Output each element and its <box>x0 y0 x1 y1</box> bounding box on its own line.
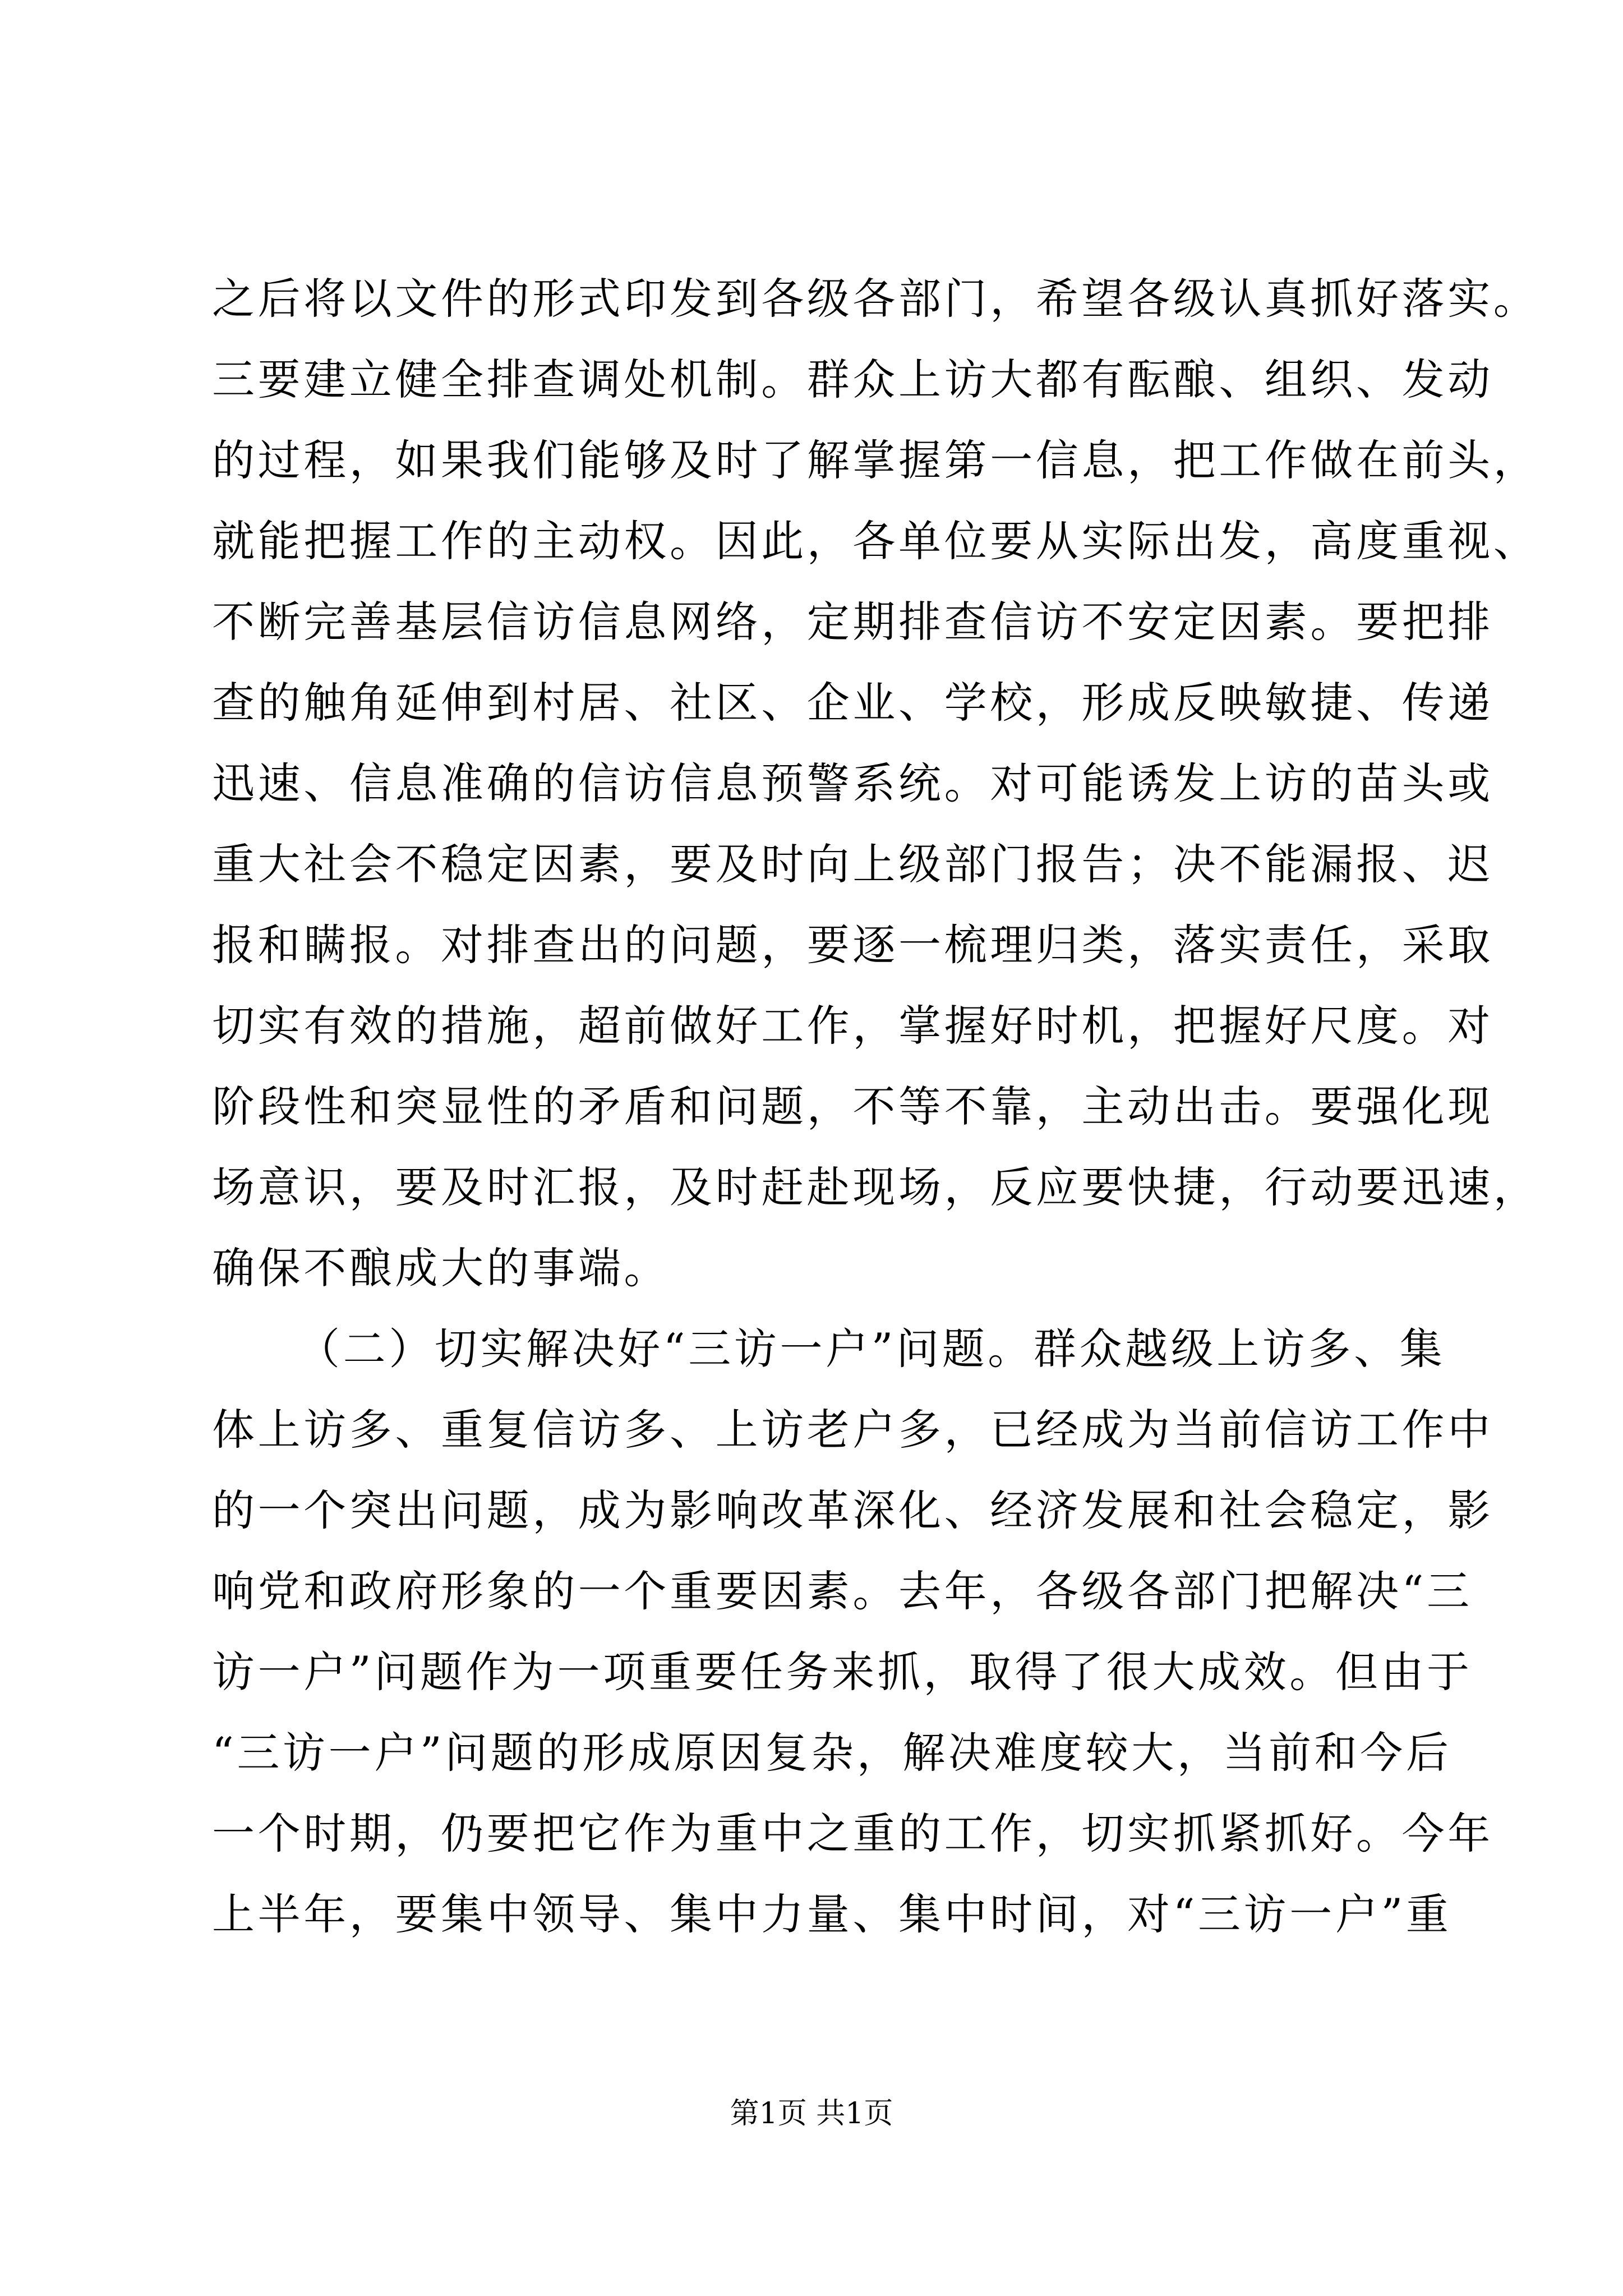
body-line: 场意识，要及时汇报，及时赶赴现场，反应要快捷，行动要迅速， <box>212 1162 1539 1212</box>
body-line: 不断完善基层信访信息网络，定期排查信访不安定因素。要把排 <box>212 597 1493 647</box>
body-line: 上半年，要集中领导、集中力量、集中时间，对“三访一户”重 <box>212 1889 1452 1939</box>
body-line: 报和瞒报。对排查出的问题，要逐一梳理归类，落实责任，采取 <box>212 920 1493 970</box>
body-line: 的一个突出问题，成为影响改革深化、经济发展和社会稳定，影 <box>212 1485 1493 1535</box>
body-line: 访一户”问题作为一项重要任务来抓，取得了很大成效。但由于 <box>212 1647 1473 1697</box>
body-line: 切实有效的措施，超前做好工作，掌握好时机，把握好尺度。对 <box>212 1001 1493 1051</box>
body-line: 之后将以文件的形式印发到各级各部门，希望各级认真抓好落实。 <box>212 274 1539 324</box>
body-line: “三访一户”问题的形成原因复杂，解决难度较大，当前和今后 <box>212 1728 1452 1778</box>
body-line: 一个时期，仍要把它作为重中之重的工作，切实抓紧抓好。今年 <box>212 1809 1493 1858</box>
body-line: 三要建立健全排查调处机制。群众上访大都有酝酿、组织、发动 <box>212 355 1493 404</box>
body-line: 体上访多、重复信访多、上访老户多，已经成为当前信访工作中 <box>212 1405 1493 1455</box>
body-line: 查的触角延伸到村居、社区、企业、学校，形成反映敏捷、传递 <box>212 678 1493 728</box>
body-line: 就能把握工作的主动权。因此，各单位要从实际出发，高度重视、 <box>212 516 1539 566</box>
body-line: 的过程，如果我们能够及时了解掌握第一信息，把工作做在前头， <box>212 435 1539 485</box>
body-line: 响党和政府形象的一个重要因素。去年，各级各部门把解决“三 <box>212 1566 1473 1616</box>
body-line: 重大社会不稳定因素，要及时向上级部门报告；决不能漏报、迟 <box>212 839 1493 889</box>
page-number: 第1页 共1页 <box>730 2097 893 2131</box>
body-line: 迅速、信息准确的信访信息预警系统。对可能诱发上访的苗头或 <box>212 758 1493 808</box>
body-line: 确保不酿成大的事端。 <box>212 1243 670 1293</box>
paragraph-start-line: （二）切实解决好“三访一户”问题。群众越级上访多、集 <box>297 1324 1446 1374</box>
body-line: 阶段性和突显性的矛盾和问题，不等不靠，主动出击。要强化现 <box>212 1082 1493 1131</box>
